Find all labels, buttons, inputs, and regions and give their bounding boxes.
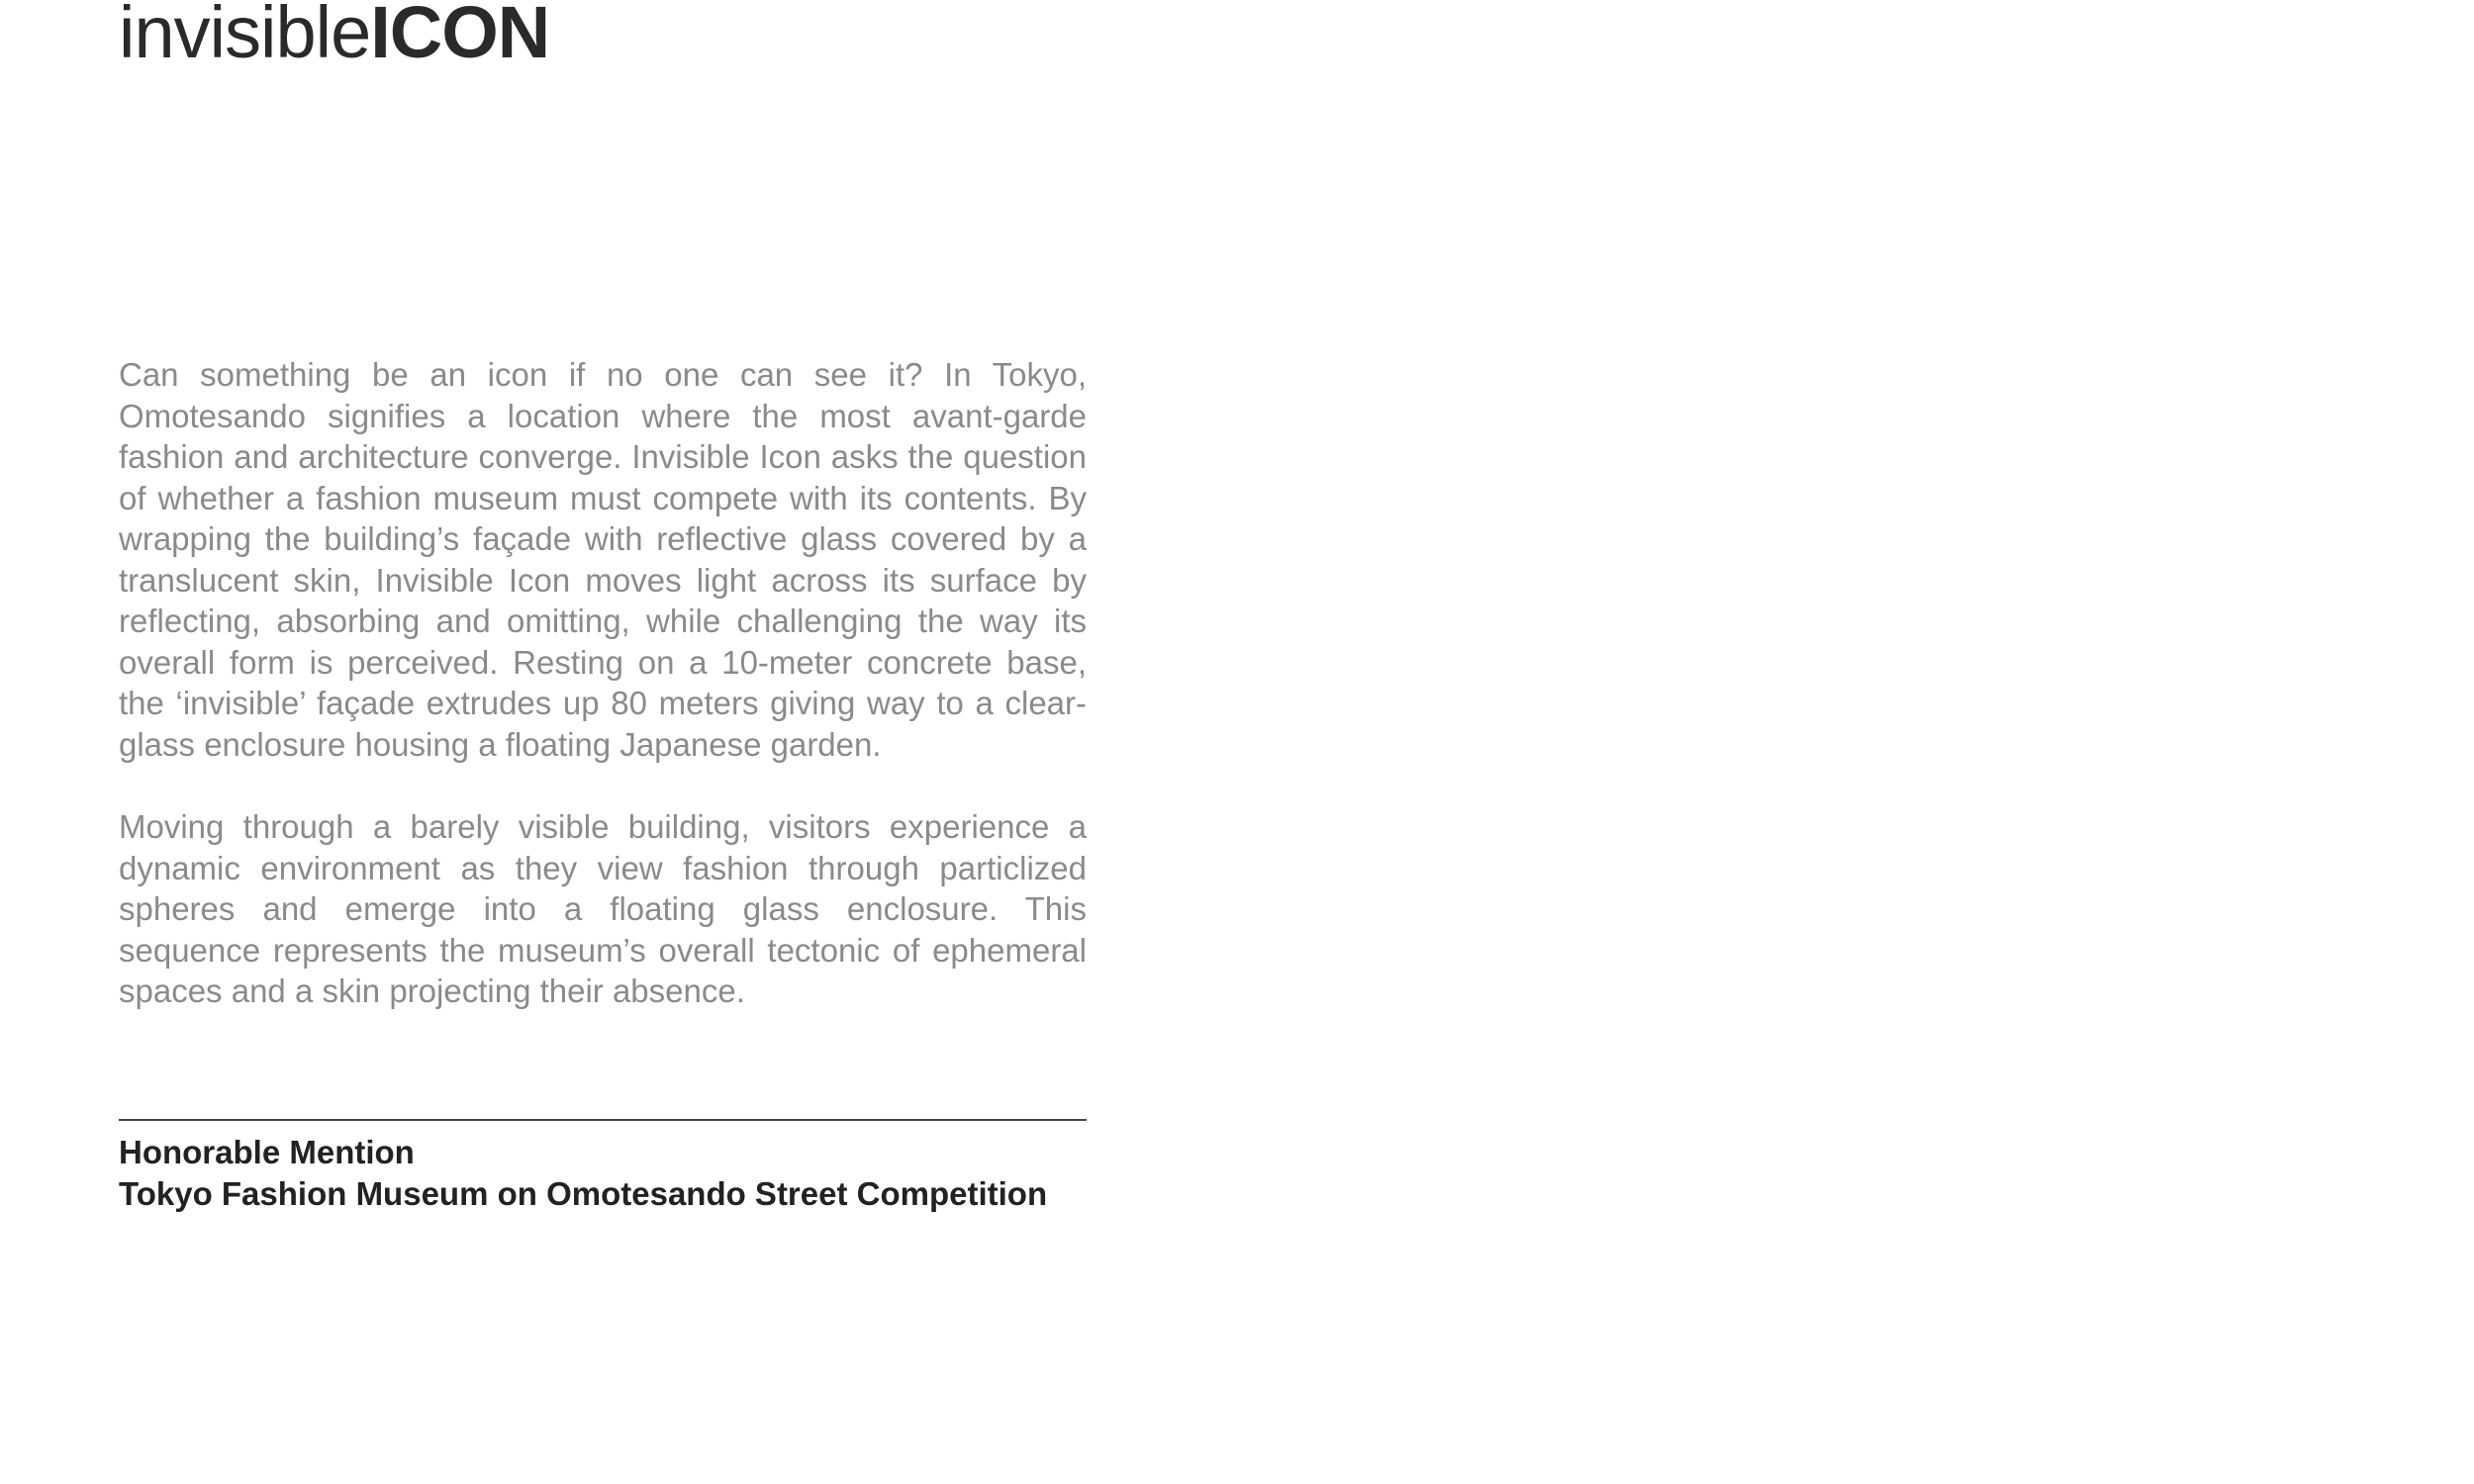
description-paragraph-2: Moving through a barely visible building, visitors experience a dynamic environment as they view fashion through particlized spheres and emerge into a floating glass enclosure. This sequence represents the museum’s overall tectonic of ephemeral spaces and a skin projecting their absence. (119, 808, 1087, 1009)
award-block (119, 1132, 1207, 1215)
title-light: invisible (119, 0, 371, 73)
page-title (119, 0, 549, 77)
award-competition: Tokyo Fashion Museum on Omotesando Street Competition (119, 1175, 1048, 1212)
description-paragraph-1: Can something be an icon if no one can see it? In Tokyo, Omotesando signifies a location where the most avant-garde fashion and architecture converge. Invisible Icon asks the question of whether a fashion museum must compete with its contents. By wrapping the building’s façade with reflective glass covered by a translucent skin, Invisible Icon moves light across its surface by reflecting, absorbing and omitting, while challenging the way its overall form is perceived. Resting on a 10-meter concrete base, the ‘invisible’ façade extrudes up 80 meters giving way to a clear-glass enclosure housing a floating Japanese garden. (119, 356, 1087, 763)
section-divider (119, 1119, 1087, 1121)
award-title: Honorable Mention (119, 1134, 415, 1170)
title-bold: ICON (370, 0, 550, 73)
